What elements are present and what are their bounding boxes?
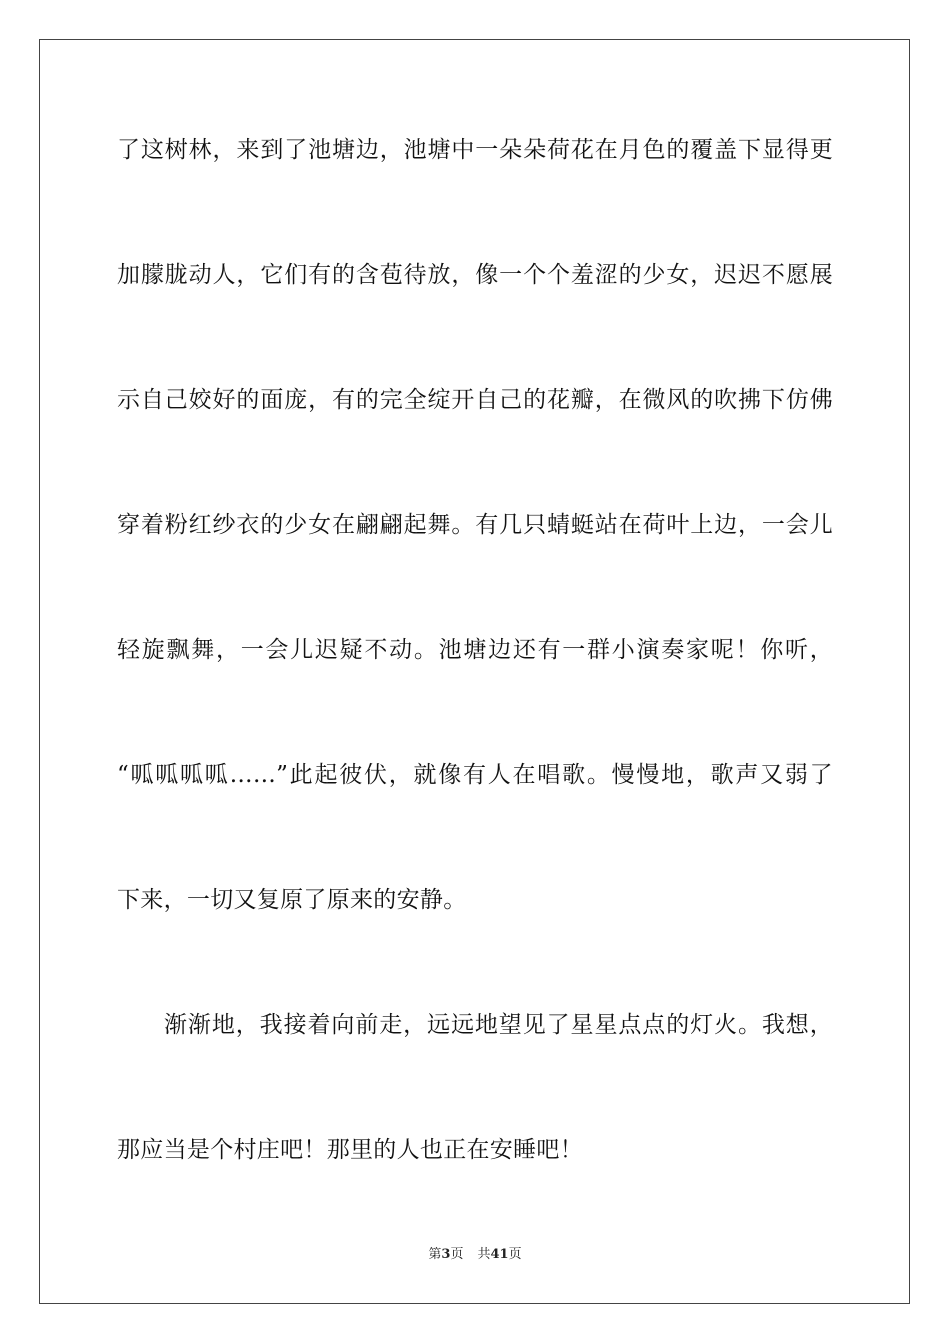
- paragraph-line-1: 了这树林，来到了池塘边，池塘中一朵朵荷花在月色的覆盖下显得更: [117, 137, 833, 163]
- paragraph-line-4: 穿着粉红纱衣的少女在翩翩起舞。有几只蜻蜓站在荷叶上边，一会儿: [117, 512, 833, 538]
- paragraph-line-5: 轻旋飘舞，一会儿迟疑不动。池塘边还有一群小演奏家呢！你听，: [117, 637, 833, 663]
- page-frame: [39, 39, 910, 1304]
- paragraph-line-6: “呱呱呱呱……”此起彼伏，就像有人在唱歌。慢慢地，歌声又弱了: [117, 762, 833, 788]
- total-prefix: 共: [477, 1247, 491, 1262]
- paragraph-line-8: 渐渐地，我接着向前走，远远地望见了星星点点的灯火。我想，: [164, 1012, 833, 1038]
- paragraph-line-7: 下来，一切又复原了原来的安静。: [117, 887, 467, 913]
- page-footer: [0, 1246, 950, 1264]
- page-number: 3: [441, 1247, 451, 1262]
- total-suffix: 页: [508, 1247, 522, 1262]
- paragraph-line-2: 加朦胧动人，它们有的含苞待放，像一个个羞涩的少女，迟迟不愿展: [117, 262, 833, 288]
- paragraph-line-3: 示自己姣好的面庞，有的完全绽开自己的花瓣，在微风的吹拂下仿佛: [117, 387, 833, 413]
- paragraph-line-9: 那应当是个村庄吧！那里的人也正在安睡吧！: [117, 1137, 583, 1163]
- page-suffix: 页: [450, 1247, 464, 1262]
- total-pages: 41: [490, 1247, 509, 1262]
- page-prefix: 第: [428, 1247, 442, 1262]
